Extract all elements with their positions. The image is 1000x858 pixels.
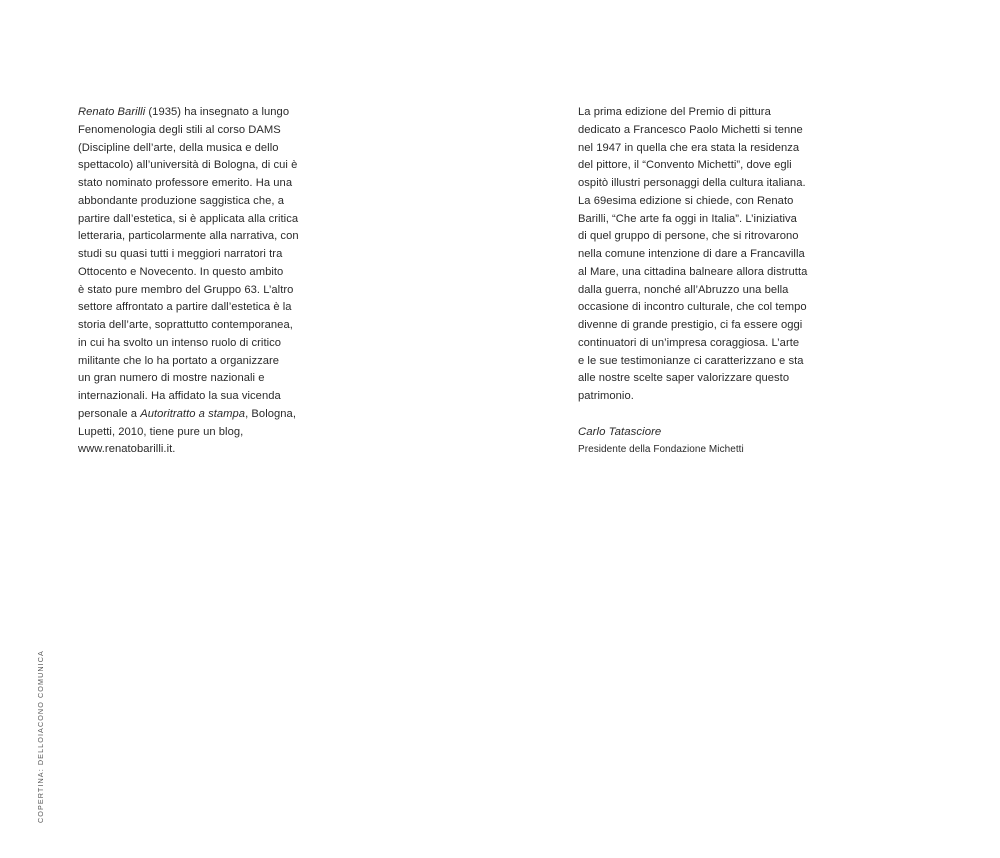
signature-role: Presidente della Fondazione Michetti (578, 444, 744, 456)
bio-line: Ottocento e Novecento. In questo ambito (78, 265, 284, 278)
bio-line: Fenomenologia degli stili al corso DAMS (78, 123, 281, 136)
intro-line: Barilli, “Che arte fa oggi in Italia”. L’iniziativa (578, 212, 797, 225)
intro-line: divenne di grande prestigio, ci fa essere oggi (578, 319, 803, 331)
intro-line: nel 1947 in quella che era stata la residenza (578, 141, 800, 154)
barilli-bio-column (78, 104, 318, 459)
bio-line: è stato pure membro del Gruppo 63. L’altro (78, 283, 294, 296)
paragraph-spacer (578, 406, 818, 424)
intro-line: patrimonio. (578, 390, 634, 402)
bio-line: partire dall’estetica, si è applicata alla critica (78, 212, 299, 225)
bio-line: Lupetti, 2010, tiene pure un blog, (78, 425, 244, 438)
bio-line-text: personale a (78, 407, 141, 420)
book-title: Autoritratto a stampa (140, 407, 246, 420)
intro-line: La 69esima edizione si chiede, con Renato (578, 194, 794, 207)
intro-line: dedicato a Francesco Paolo Michetti si tenne (578, 123, 803, 136)
bio-line-text: (1935) ha insegnato a lungo (145, 106, 290, 118)
bio-line: stato nominato professore emerito. Ha una (78, 177, 293, 189)
bio-line: spettacolo) all’università di Bologna, di cui è (78, 159, 298, 172)
bio-line: militante che lo ha portato a organizzare (78, 354, 280, 367)
bio-line: internazionali. Ha affidato la sua vicenda (78, 390, 281, 402)
bio-line: in cui ha svolto un intenso ruolo di critico (78, 336, 282, 349)
intro-line: di quel gruppo di persone, che si ritrovarono (578, 230, 799, 243)
intro-line: del pittore, il “Convento Michetti”, dove egli (578, 159, 792, 172)
bio-line-text: , Bologna, (245, 407, 296, 420)
intro-line: ospitò illustri personaggi della cultura italiana. (578, 177, 806, 189)
cover-credit: COPERTINA: DELLOIACONO COMUNICA (36, 650, 45, 823)
intro-line: alle nostre scelte saper valorizzare questo (578, 372, 790, 385)
intro-line: continuatori di un’impresa coraggiosa. L’arte (578, 336, 800, 349)
blog-url: www.renatobarilli.it. (78, 443, 176, 456)
author-name: Renato Barilli (78, 106, 146, 118)
intro-line: occasione di incontro culturale, che col tempo (578, 301, 807, 314)
signature-name: Carlo Tatasciore (578, 425, 662, 438)
bio-line: (Discipline dell’arte, della musica e dello (78, 141, 279, 154)
premio-intro-column (578, 104, 818, 459)
intro-line: La prima edizione del Premio di pittura (578, 106, 771, 118)
bio-line (78, 406, 318, 424)
bio-line (78, 104, 318, 122)
bio-line: un gran numero di mostre nazionali e (78, 372, 265, 385)
intro-line: nella comune intenzione di dare a Francavilla (578, 248, 805, 260)
bio-line: storia dell’arte, soprattutto contemporanea, (78, 319, 293, 331)
bio-line: studi su quasi tutti i meggiori narratori tra (78, 248, 283, 260)
intro-line: al Mare, una cittadina balneare allora distrutta (578, 265, 808, 278)
intro-line: dalla guerra, nonché all’Abruzzo una bella (578, 283, 789, 296)
bio-line: abbondante produzione saggistica che, a (78, 194, 284, 207)
bio-line: letteraria, particolarmente alla narrativa, con (78, 230, 299, 243)
bio-line: settore affrontato a partire dall’estetica è la (78, 301, 292, 314)
intro-line: e le sue testimonianze ci caratterizzano e sta (578, 354, 804, 367)
